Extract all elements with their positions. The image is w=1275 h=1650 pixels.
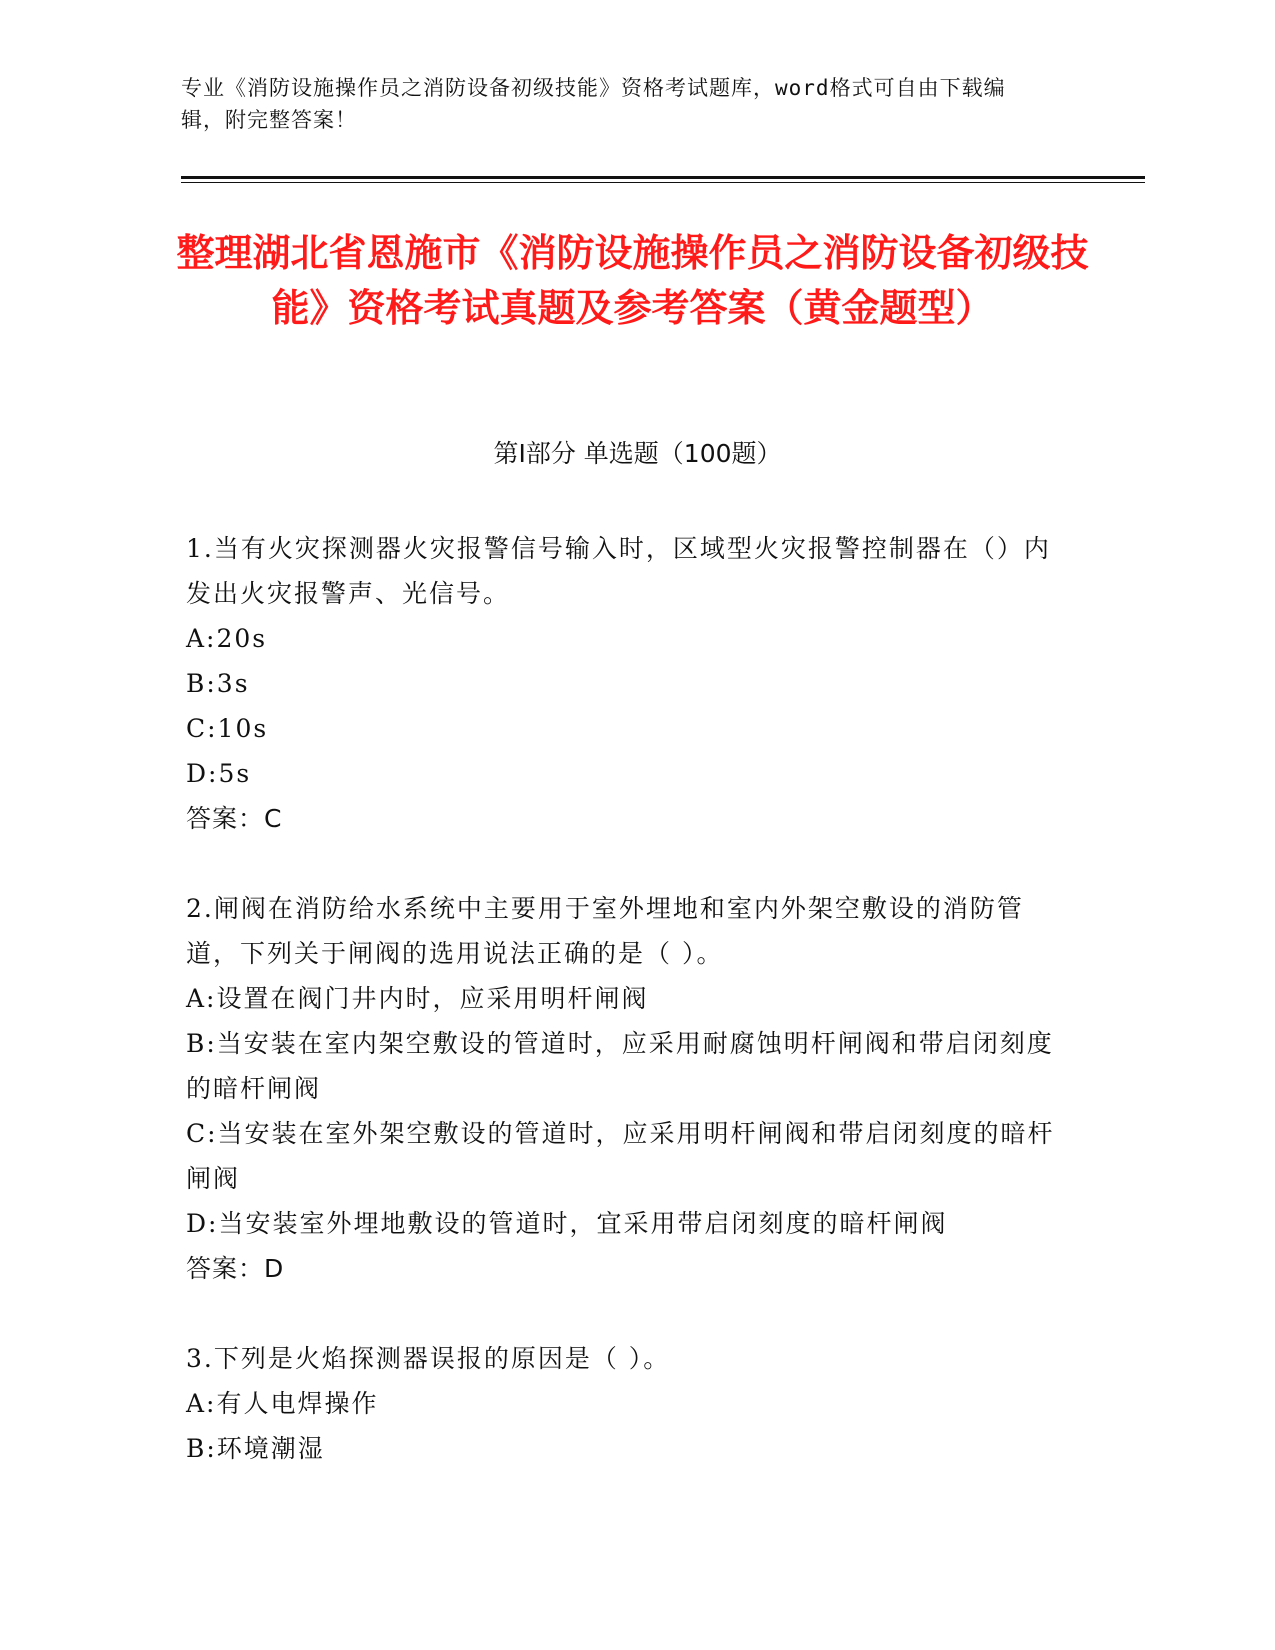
answer: 答案：C bbox=[186, 804, 283, 833]
question-3 bbox=[186, 1336, 1066, 1471]
answer: 答案：D bbox=[186, 1254, 285, 1283]
question-2 bbox=[186, 886, 1066, 1291]
option-b: B:当安装在室内架空敷设的管道时，应采用耐腐蚀明杆闸阀和带启闭刻度的暗杆闸阀 bbox=[186, 1029, 1054, 1103]
option-a: A:有人电焊操作 bbox=[186, 1389, 379, 1418]
question-stem: 1.当有火灾探测器火灾报警信号输入时，区域型火灾报警控制器在（）内发出火灾报警声、光信号。 bbox=[186, 534, 1051, 608]
section-heading: 第I部分 单选题（100题） bbox=[493, 439, 782, 468]
option-a: A:设置在阀门井内时，应采用明杆闸阀 bbox=[186, 984, 649, 1013]
question-stem: 3.下列是火焰探测器误报的原因是（ ）。 bbox=[186, 1344, 671, 1373]
option-c: C:10s bbox=[186, 714, 269, 743]
option-d: D:5s bbox=[186, 759, 252, 788]
option-b: B:3s bbox=[186, 669, 250, 698]
header-rule-thin bbox=[181, 182, 1145, 183]
option-b: B:环境潮湿 bbox=[186, 1434, 325, 1463]
option-c: C:当安装在室外架空敷设的管道时，应采用明杆闸阀和带启闭刻度的暗杆闸阀 bbox=[186, 1119, 1055, 1193]
question-list bbox=[186, 526, 1066, 1516]
header-rule-thick bbox=[181, 176, 1145, 179]
document-title: 整理湖北省恩施市《消防设施操作员之消防设备初级技能》资格考试真题及参考答案（黄金题型） bbox=[176, 231, 1089, 330]
question-stem: 2.闸阀在消防给水系统中主要用于室外埋地和室内外架空敷设的消防管道，下列关于闸阀的选用说法正确的是（ ）。 bbox=[186, 894, 1024, 968]
option-d: D:当安装室外埋地敷设的管道时，宜采用带启闭刻度的暗杆闸阀 bbox=[186, 1209, 948, 1238]
header-note: 专业《消防设施操作员之消防设备初级技能》资格考试题库，word格式可自由下载编辑，附完整答案！ bbox=[181, 76, 1006, 132]
question-1 bbox=[186, 526, 1066, 841]
option-a: A:20s bbox=[186, 624, 268, 653]
